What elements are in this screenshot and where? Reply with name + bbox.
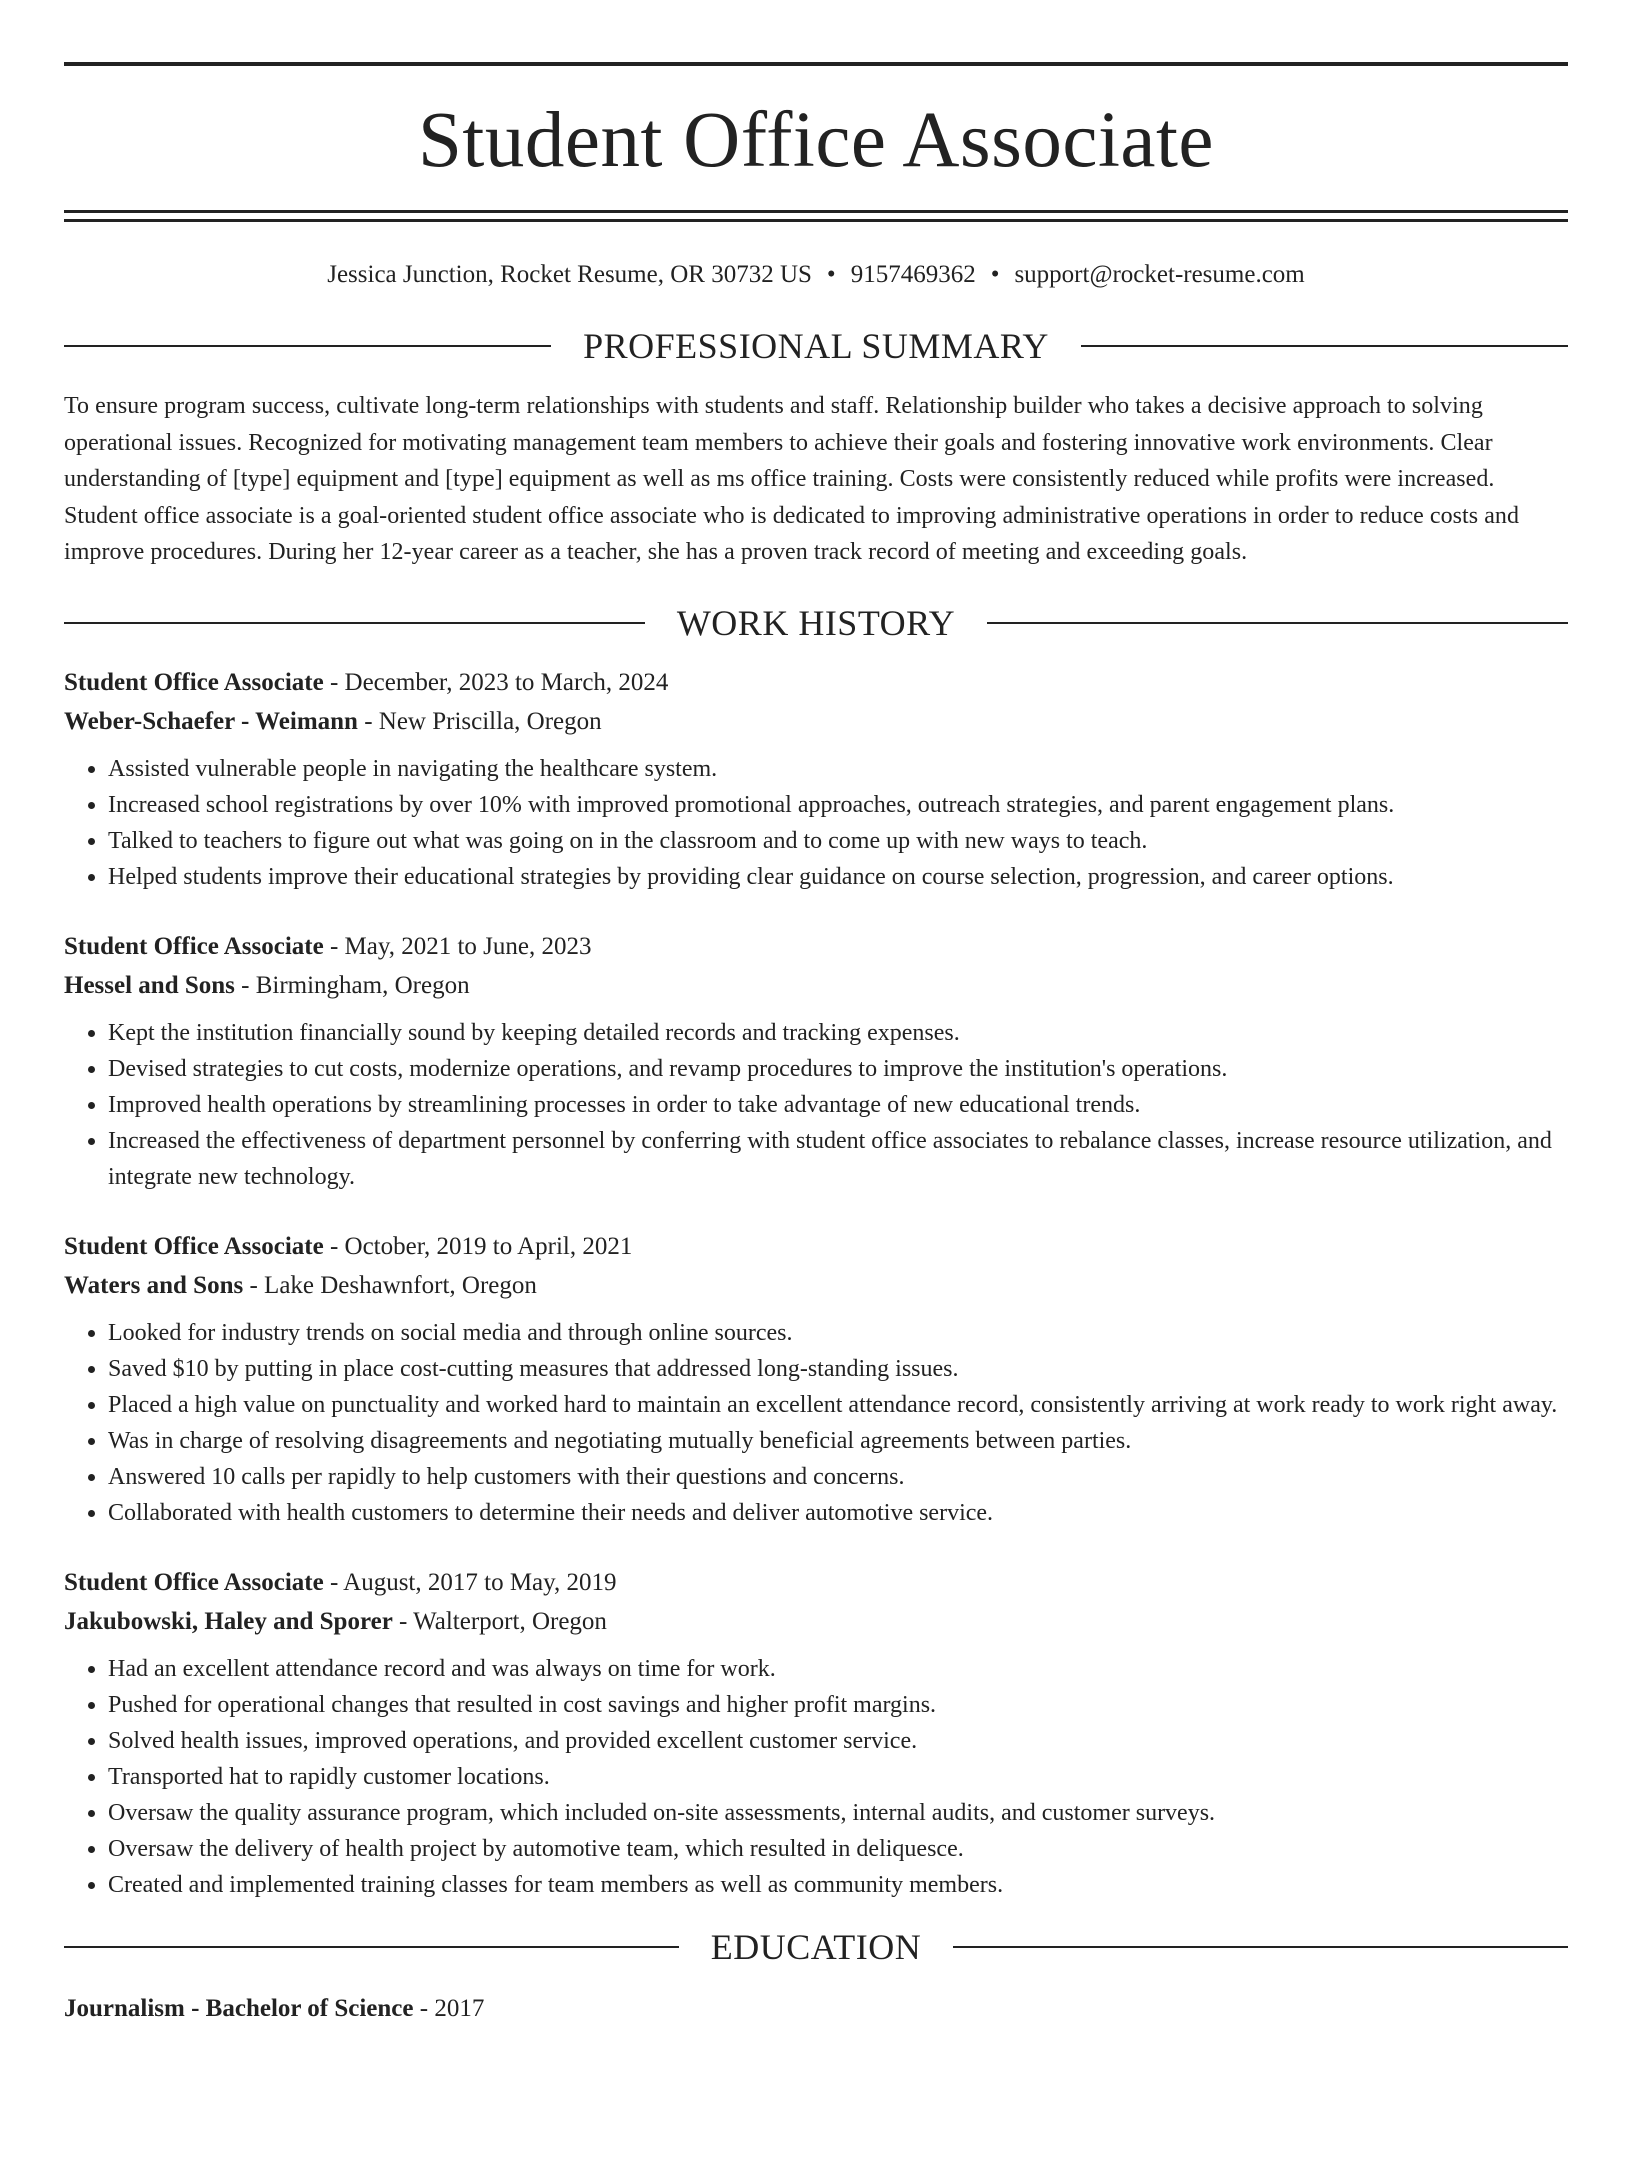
job-entry — [64, 663, 1568, 895]
job-title: Student Office Associate — [64, 1232, 324, 1260]
job-title-line — [64, 663, 1568, 702]
job-bullet: • Had an excellent attendance record and was always on time for work. — [108, 1651, 1568, 1687]
work-section-header — [64, 602, 1568, 643]
job-title-line — [64, 1563, 1568, 1602]
job-dates: - August, 2017 to May, 2019 — [323, 1568, 617, 1596]
section-rule-right — [987, 622, 1568, 624]
job-dates: - October, 2019 to April, 2021 — [323, 1232, 633, 1260]
job-bullet: • Pushed for operational changes that resulted in cost savings and higher profit margins. — [108, 1687, 1568, 1723]
contact-address: Jessica Junction, Rocket Resume, OR 30732 US — [327, 261, 812, 288]
job-entry — [64, 1227, 1568, 1531]
job-company-line — [64, 1602, 1568, 1641]
section-rule-left — [64, 345, 551, 347]
section-rule-right — [953, 1946, 1568, 1948]
job-bullet-list — [64, 751, 1568, 895]
contact-separator: • — [990, 261, 1000, 288]
resume-page — [0, 62, 1632, 2174]
page-title: Student Office Associate — [418, 97, 1214, 184]
contact-phone: 9157469362 — [850, 261, 976, 288]
job-title-line — [64, 1227, 1568, 1266]
job-bullet-list — [64, 1315, 1568, 1531]
contact-separator: • — [826, 261, 836, 288]
job-company-line — [64, 702, 1568, 741]
job-bullet: • Solved health issues, improved operations, and provided excellent customer service. — [108, 1723, 1568, 1759]
job-bullet: • Placed a high value on punctuality and worked hard to maintain an excellent attendance record, consistently arriving at work ready to work right away. — [108, 1387, 1568, 1423]
job-bullet: • Saved $10 by putting in place cost-cutting measures that addressed long-standing issues. — [108, 1351, 1568, 1387]
job-bullet: • Transported hat to rapidly customer locations. — [108, 1759, 1568, 1795]
job-title: Student Office Associate — [64, 1568, 324, 1596]
job-bullet: • Increased the effectiveness of department personnel by conferring with student office associates to rebalance classes, increase resource utilization, and integrate new technology. — [108, 1123, 1568, 1195]
job-bullet: • Collaborated with health customers to determine their needs and deliver automotive service. — [108, 1495, 1568, 1531]
contact-line — [64, 260, 1568, 290]
job-location: - Birmingham, Oregon — [234, 971, 470, 999]
job-company: Jakubowski, Haley and Sporer — [64, 1607, 393, 1635]
job-location: - Lake Deshawnfort, Oregon — [243, 1271, 537, 1299]
job-bullet: • Was in charge of resolving disagreements and negotiating mutually beneficial agreements between parties. — [108, 1423, 1568, 1459]
job-bullet-list — [64, 1015, 1568, 1195]
job-title-line — [64, 927, 1568, 966]
job-bullet: • Answered 10 calls per rapidly to help customers with their questions and concerns. — [108, 1459, 1568, 1495]
section-rule-left — [64, 1946, 679, 1948]
job-bullet: • Oversaw the delivery of health project by automotive team, which resulted in deliquesce. — [108, 1831, 1568, 1867]
summary-text: To ensure program success, cultivate long-term relationships with students and staff. Relationship builder who takes a decisive approach to solving operational issues. Recognized for motivating management team members to achieve their goals and fostering innovative work environments. Clear understanding of [type] equipment and [type] equipment as well as ms office training. Costs were consistently reduced while profits were increased. Student office associate is a goal-oriented student office associate who is dedicated to improving administrative operations in order to reduce costs and improve procedures. During her 12-year career as a teacher, she has a proven track record of meeting and exceeding goals. — [64, 393, 1520, 565]
education-entry — [64, 1989, 1568, 2028]
job-bullet: • Assisted vulnerable people in navigating the healthcare system. — [108, 751, 1568, 787]
job-company-line — [64, 1266, 1568, 1305]
contact-email: support@rocket-resume.com — [1014, 261, 1305, 288]
job-bullet: • Improved health operations by streamlining processes in order to take advantage of new educational trends. — [108, 1087, 1568, 1123]
job-company: Weber-Schaefer - Weimann — [64, 707, 358, 735]
job-company-line — [64, 966, 1568, 1005]
job-title: Student Office Associate — [64, 668, 324, 696]
job-bullet: • Oversaw the quality assurance program, which included on-site assessments, internal audits, and customer surveys. — [108, 1795, 1568, 1831]
job-bullet: • Created and implemented training classes for team members as well as community members. — [108, 1867, 1568, 1903]
job-entry — [64, 927, 1568, 1195]
job-bullet: • Kept the institution financially sound by keeping detailed records and tracking expenses. — [108, 1015, 1568, 1051]
section-rule-left — [64, 622, 645, 624]
education-heading: EDUCATION — [710, 1926, 922, 1967]
education-section-header — [64, 1926, 1568, 1967]
job-title: Student Office Associate — [64, 932, 324, 960]
job-location: - Walterport, Oregon — [392, 1607, 607, 1635]
title-double-rule — [64, 210, 1568, 222]
section-rule-right — [1081, 345, 1568, 347]
job-company: Waters and Sons — [64, 1271, 244, 1299]
job-bullet: • Talked to teachers to figure out what was going on in the classroom and to come up with new ways to teach. — [108, 823, 1568, 859]
job-dates: - December, 2023 to March, 2024 — [323, 668, 669, 696]
job-bullet: • Looked for industry trends on social media and through online sources. — [108, 1315, 1568, 1351]
education-year: - 2017 — [413, 1994, 485, 2022]
job-dates: - May, 2021 to June, 2023 — [323, 932, 592, 960]
job-company: Hessel and Sons — [64, 971, 235, 999]
top-rule — [64, 62, 1568, 66]
job-bullet: • Increased school registrations by over 10% with improved promotional approaches, outreach strategies, and parent engagement plans. — [108, 787, 1568, 823]
education-degree: Journalism - Bachelor of Science — [64, 1994, 414, 2022]
education-list — [64, 1989, 1568, 2028]
job-location: - New Priscilla, Oregon — [357, 707, 602, 735]
job-bullet: • Helped students improve their educational strategies by providing clear guidance on course selection, progression, and career options. — [108, 859, 1568, 895]
summary-heading: PROFESSIONAL SUMMARY — [583, 326, 1049, 366]
summary-section-header — [64, 328, 1568, 364]
work-history-list — [64, 663, 1568, 1903]
work-heading: WORK HISTORY — [676, 602, 956, 643]
job-bullet: • Devised strategies to cut costs, modernize operations, and revamp procedures to improve the institution's operations. — [108, 1051, 1568, 1087]
job-bullet-list — [64, 1651, 1568, 1903]
job-entry — [64, 1563, 1568, 1903]
